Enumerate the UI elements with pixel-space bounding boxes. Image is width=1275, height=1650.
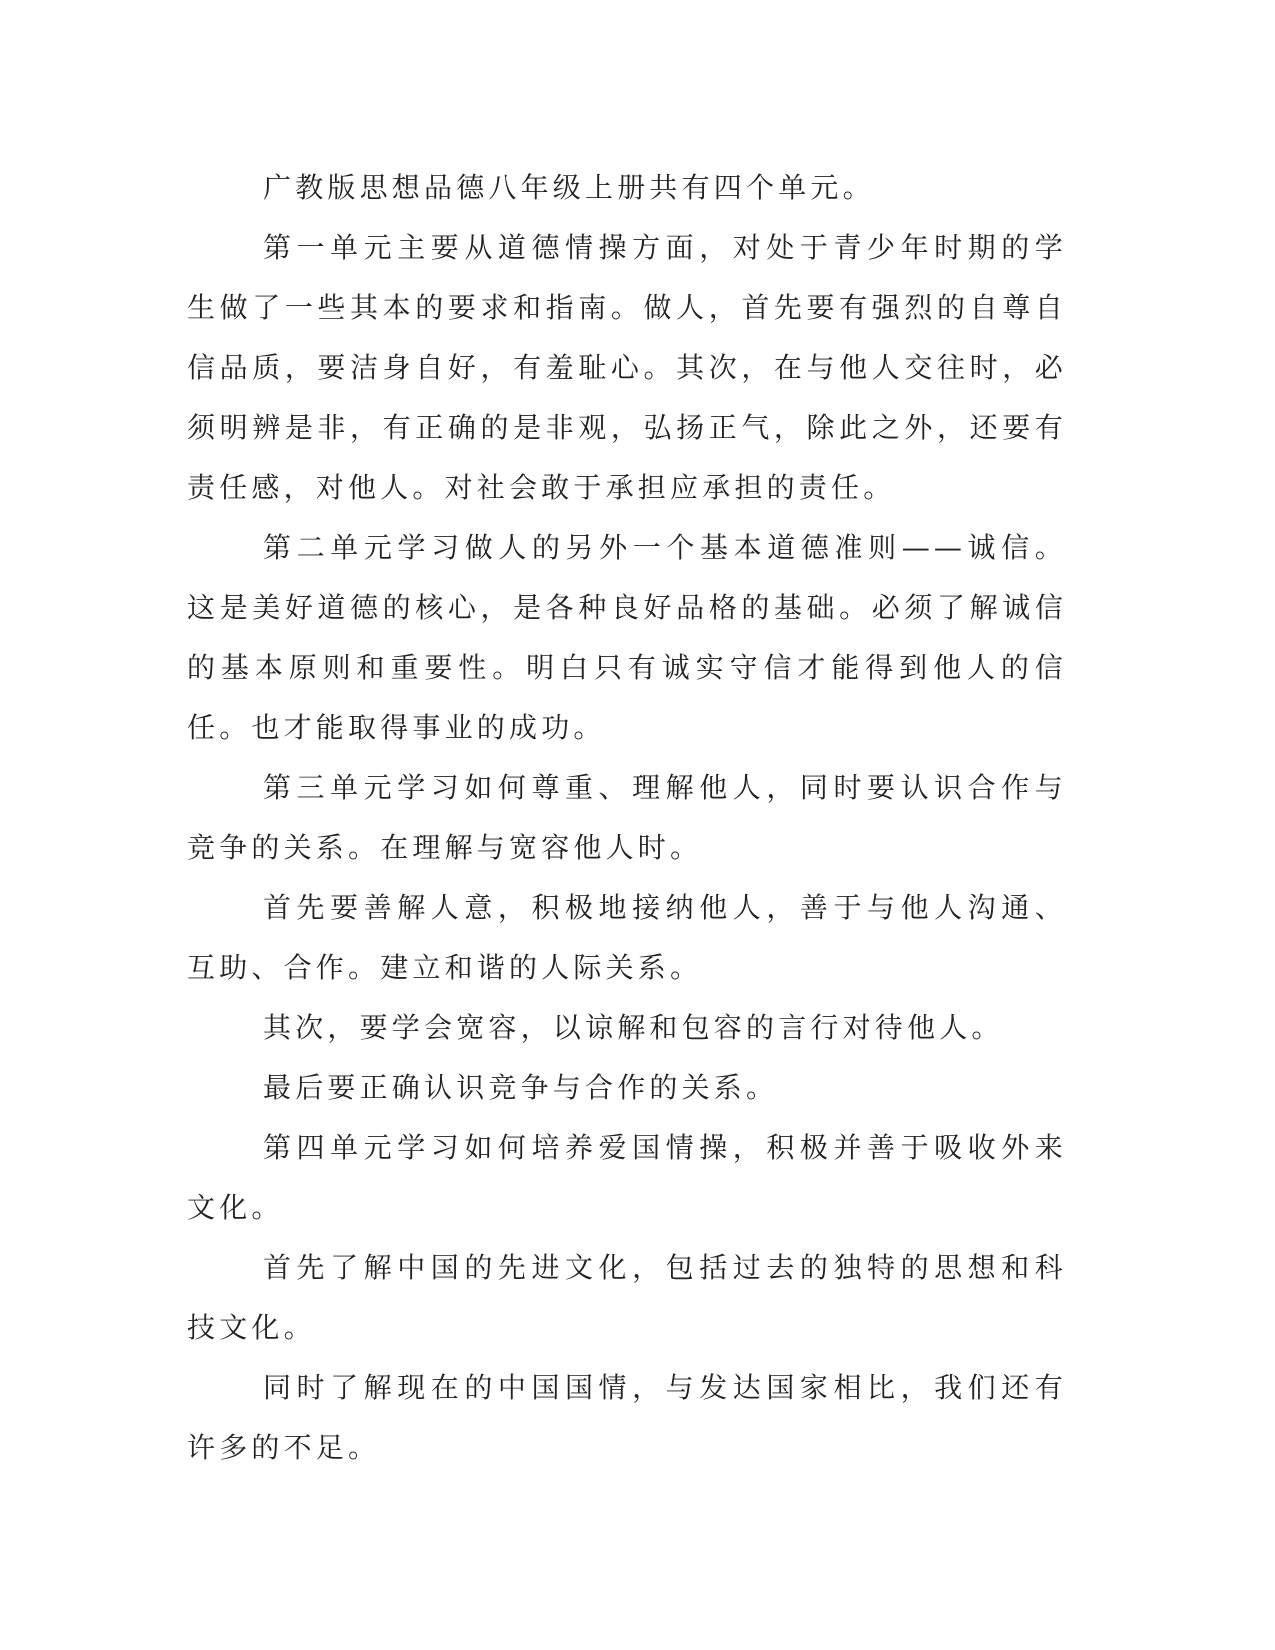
paragraph-unit-2: 第二单元学习做人的另外一个基本道德准则——诚信。这是美好道德的核心，是各种良好品格的基础。必须了解诚信的基本原则和重要性。明白只有诚实守信才能得到他人的信任。也才能取得事业的成功。: [187, 531, 1067, 744]
paragraph-unit-3-first: 首先要善解人意，积极地接纳他人，善于与他人沟通、互助、合作。建立和谐的人际关系。: [187, 891, 1067, 984]
paragraph-unit-4: 第四单元学习如何培养爱国情操，积极并善于吸收外来文化。: [187, 1131, 1067, 1224]
paragraph-unit-4-first: 首先了解中国的先进文化，包括过去的独特的思想和科技文化。: [187, 1251, 1067, 1344]
paragraph-unit-3-last: 最后要正确认识竞争与合作的关系。: [263, 1071, 779, 1104]
paragraph-unit-3: 第三单元学习如何尊重、理解他人，同时要认识合作与竞争的关系。在理解与宽容他人时。: [187, 771, 1067, 864]
paragraph-unit-3-second: 其次，要学会宽容，以谅解和包容的言行对待他人。: [263, 1011, 1004, 1044]
paragraph-unit-4-then: 同时了解现在的中国国情，与发达国家相比，我们还有许多的不足。: [187, 1371, 1067, 1464]
paragraph-unit-1: 第一单元主要从道德情操方面，对处于青少年时期的学生做了一些其本的要求和指南。做人，首先要有强烈的自尊自信品质，要洁身自好，有羞耻心。其次，在与他人交往时，必须明辨是非，有正确的是非观，弘扬正气，除此之外，还要有责任感，对他人。对社会敢于承担应承担的责任。: [187, 231, 1067, 504]
paragraph-intro: 广教版思想品德八年级上册共有四个单元。: [263, 171, 875, 204]
document-body: [187, 158, 1067, 1478]
